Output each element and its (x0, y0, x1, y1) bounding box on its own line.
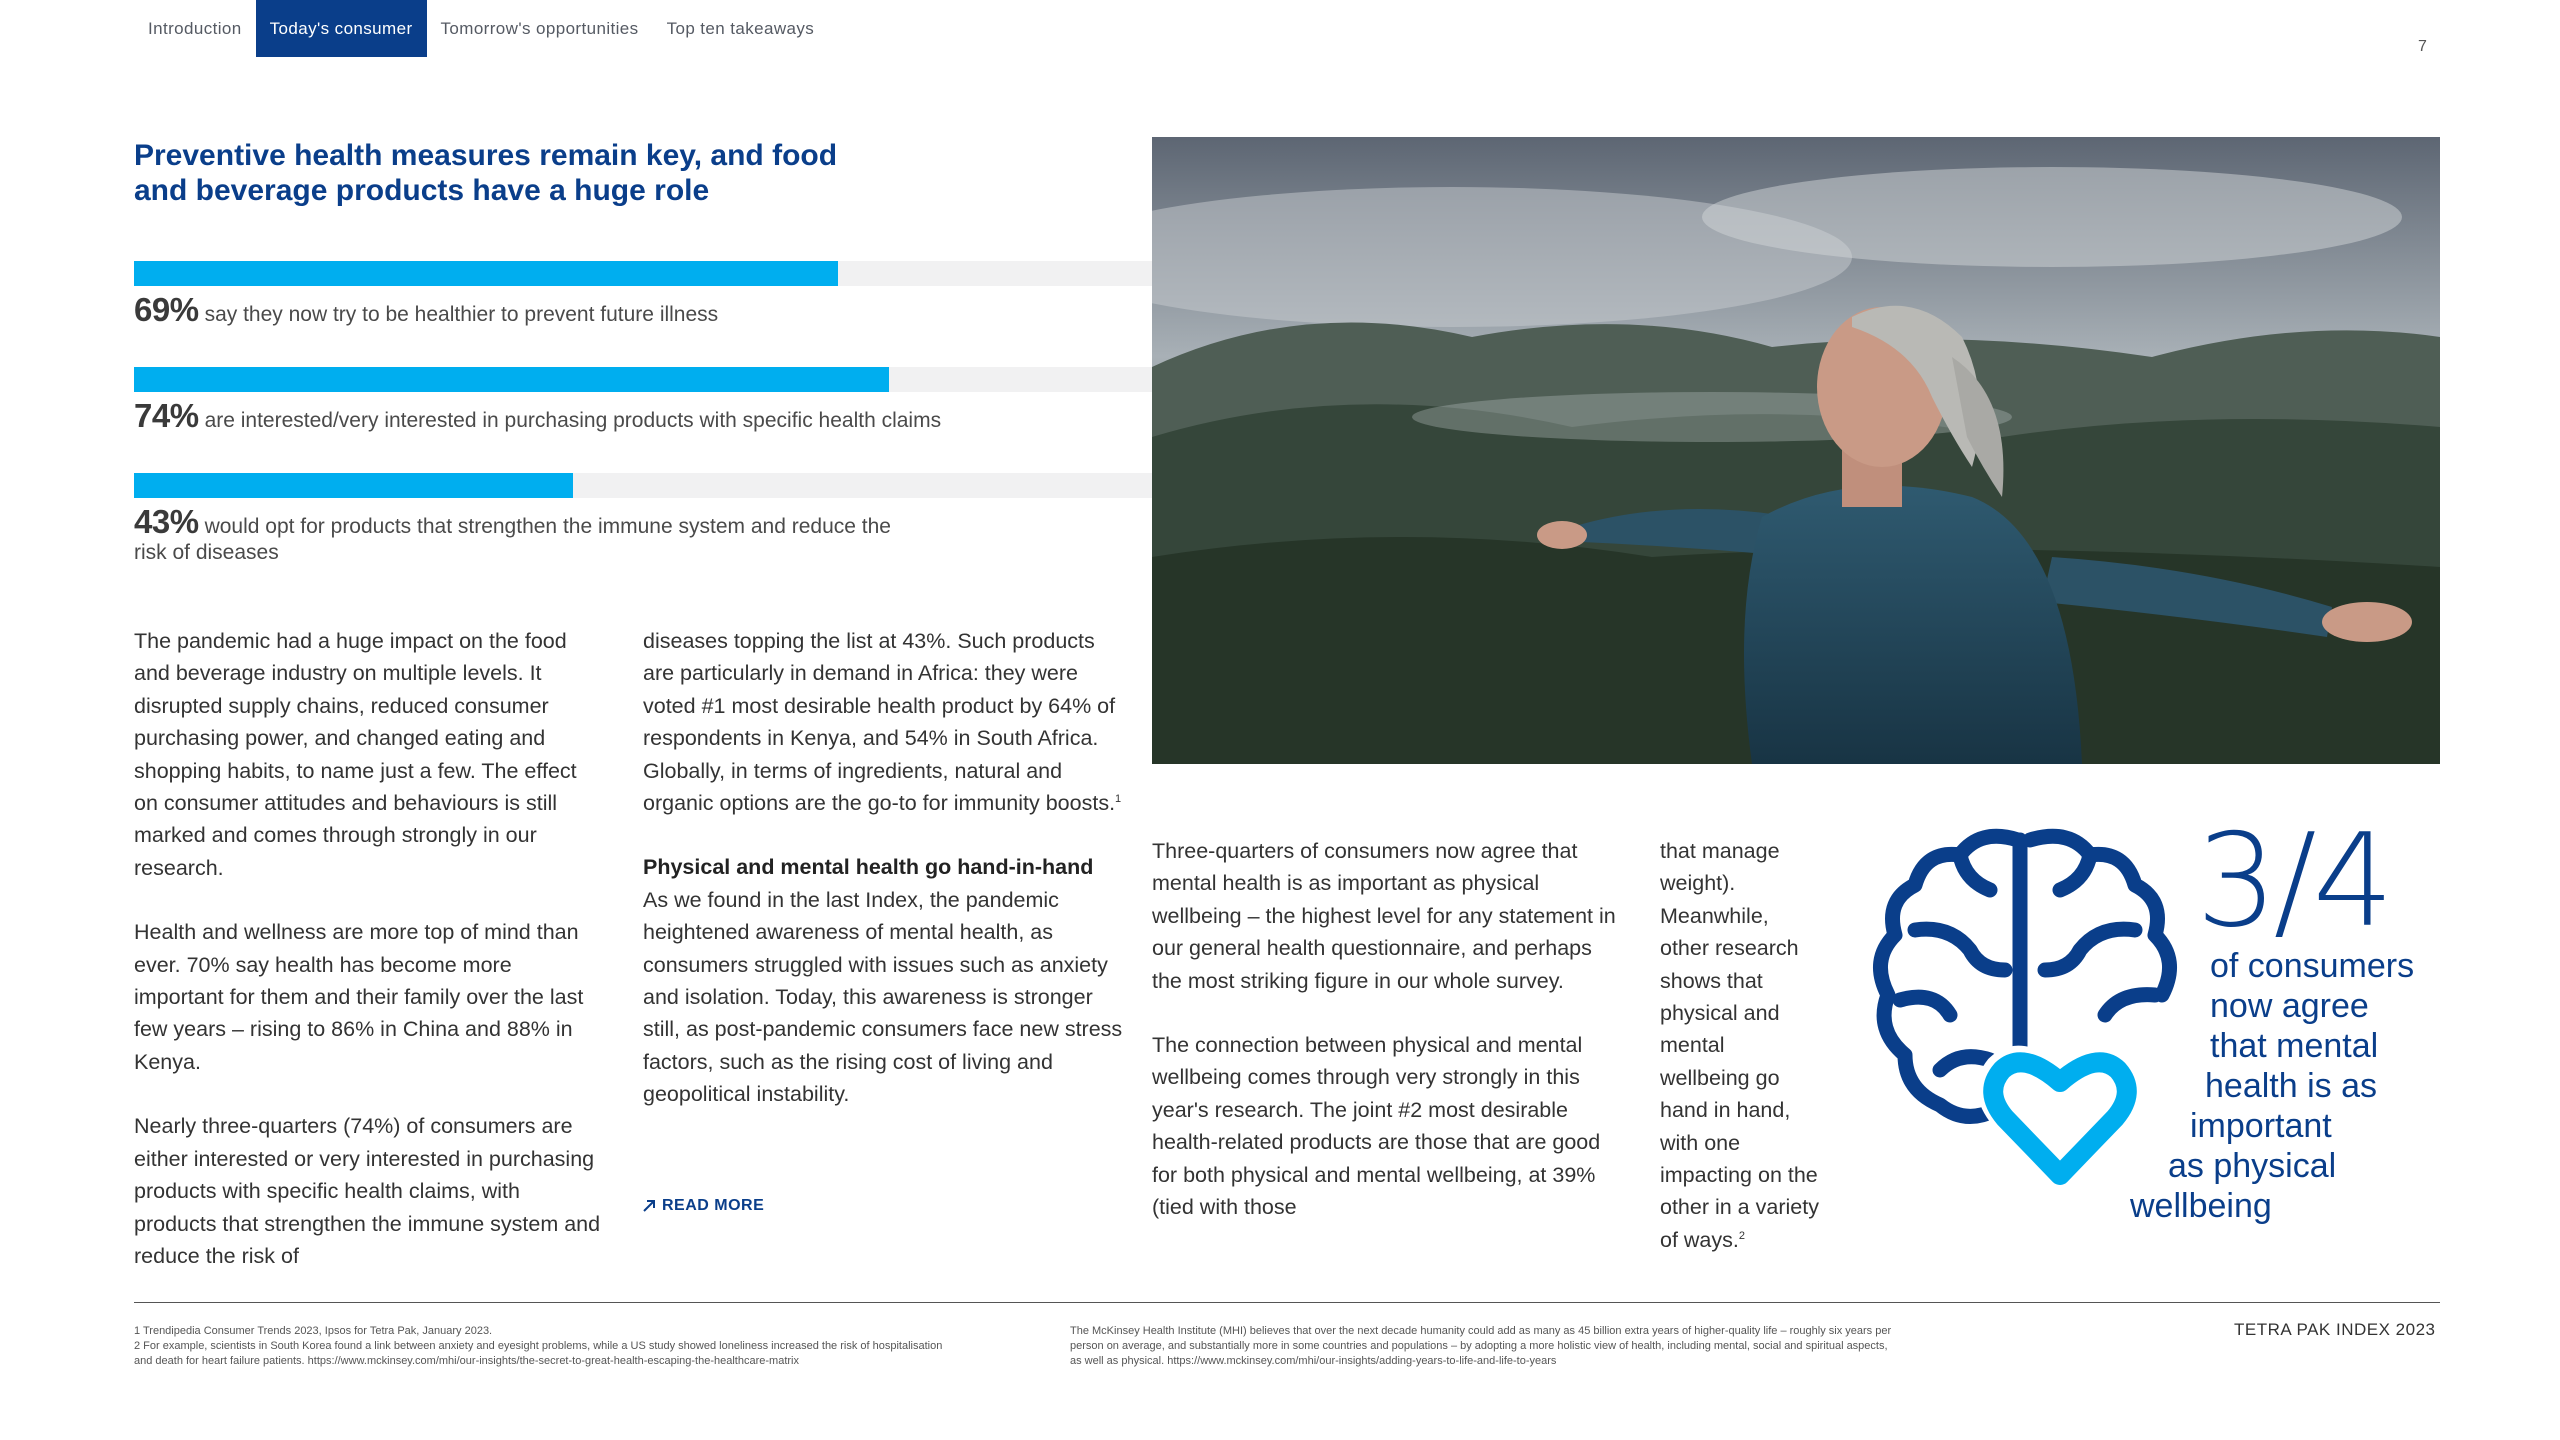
column4-line: that manage (1660, 839, 1780, 863)
callout-line: health is as (2205, 1067, 2377, 1105)
callout-line: as physical (2168, 1147, 2337, 1185)
page-number: 7 (2418, 38, 2427, 55)
footnote-line: The McKinsey Health Institute (MHI) believes that over the next decade humanity could add as many as 45 billion extra years of higher-quality life – roughly six years per (1070, 1325, 1892, 1337)
callout-line: wellbeing (2130, 1187, 2272, 1225)
column2-paragraph-1-text: diseases topping the list at 43%. Such products are particularly in demand in Africa: they were voted #1 most desirable health product by 64% of respondents in Kenya, and 54% in South Africa. Globally, in terms of ingredients, natural and organic options are the go-to for immunity boosts. (643, 629, 1116, 816)
column1-paragraph-3: Nearly three-quarters (74%) of consumers are either interested or very interested in purchasing products with specific health claims, with products that strengthen the immune system and reduce the risk of (134, 1114, 601, 1268)
footnote-line: person on average, and substantially more in some countries and populations – by adopting a more holistic view of health, including mental, social and spiritual aspects, (1070, 1340, 1888, 1352)
callout-line: of consumers (2210, 947, 2415, 985)
stat-1-label: say they now try to be healthier to prevent future illness (204, 303, 719, 326)
column4-line: mental (1660, 1033, 1725, 1058)
column4-line: other research (1660, 936, 1799, 961)
stat-bar-1 (134, 261, 1154, 286)
brand-footer: TETRA PAK INDEX 2023 (2234, 1320, 2436, 1339)
stat-3-value: 43% (134, 503, 199, 540)
footnote-ref-2[interactable]: 2 (1738, 1229, 1745, 1242)
body-column-3 (1152, 835, 1622, 1255)
stat-3-label: would opt for products that strengthen the immune system and reduce the risk of diseases (134, 515, 891, 564)
tab-todays-consumer[interactable]: Today's consumer (256, 0, 427, 57)
column3-paragraph-2: The connection between physical and mental wellbeing comes through very strongly in this year's research. The joint #2 most desirable health-related products are those that are good for both physical and mental wellbeing, at 39% (tied with those (1152, 1033, 1601, 1220)
stat-bar-fill-1 (134, 261, 838, 286)
body-column-1 (134, 625, 604, 1304)
read-more-label: READ MORE (662, 1197, 765, 1214)
column4-line: physical and (1660, 1001, 1780, 1026)
column4-line: impacting on the (1660, 1163, 1818, 1188)
column4-line (1660, 1224, 1860, 1256)
section-heading: Preventive health measures remain key, and food and beverage products have a huge role (134, 139, 838, 207)
footnote-ref-1[interactable]: 1 (1115, 792, 1122, 805)
column1-paragraph-2: Health and wellness are more top of mind than ever. 70% say health has become more important for them and their family over the last few years – rising to 86% in China and 88% in Kenya. (134, 920, 584, 1074)
callout-line: now agree (2210, 987, 2369, 1025)
stat-bar-3 (134, 473, 1154, 498)
footnote-line: and death for heart failure patients. https://www.mckinsey.com/mhi/our-insights/the-secret-to-great-health-escaping-the-healthcare-matrix (134, 1355, 799, 1367)
column1-paragraph-1: The pandemic had a huge impact on the food and beverage industry on multiple levels. It disrupted supply chains, reduced consumer purchasing power, and changed eating and shopping habits, to name just a few. The effect on consumer attitudes and behaviours is still marked and comes through strongly in our research. (134, 629, 577, 880)
stat-1 (134, 291, 1014, 328)
callout-line: that mental (2210, 1027, 2379, 1065)
footnotes-right (1070, 1324, 2170, 1369)
hero-photo (1152, 137, 2440, 764)
tab-tomorrows-opportunities[interactable]: Tomorrow's opportunities (440, 18, 639, 38)
footer-divider (134, 1302, 2440, 1303)
footnote-line: 1 Trendipedia Consumer Trends 2023, Ipsos for Tetra Pak, January 2023. (134, 1325, 493, 1337)
column2-subheading: Physical and mental health go hand-in-hand (643, 855, 1094, 880)
column4-line: with one (1660, 1130, 1741, 1155)
tab-top-ten-takeaways[interactable]: Top ten takeaways (666, 18, 815, 38)
woman-outdoors-image (1152, 137, 2440, 764)
column2-paragraph-2: As we found in the last Index, the pandemic heightened awareness of mental health, as consumers struggled with issues such as anxiety and isolation. Today, this awareness is stronger still, as post-pandemic consumers face new stress factors, such as the rising cost of living and geopolitical instability. (643, 887, 1123, 1107)
tab-introduction[interactable]: Introduction (148, 18, 242, 38)
column4-line: Meanwhile, (1660, 903, 1769, 928)
section-nav (134, 0, 828, 57)
stat-2 (134, 397, 1014, 434)
body-column-2 (643, 625, 1123, 1143)
callout-caption (2110, 946, 2440, 1226)
stat-1-value: 69% (134, 291, 199, 328)
stat-bar-fill-3 (134, 473, 573, 498)
arrow-up-right-icon (642, 1199, 656, 1213)
body-column-4 (1660, 835, 1860, 1256)
stat-bar-2 (134, 367, 1154, 392)
stat-2-label: are interested/very interested in purchasing products with specific health claims (204, 409, 942, 432)
callout-figure: 3/4 (2196, 807, 2390, 956)
column4-line: other in a variety (1660, 1195, 1819, 1220)
column4-line: wellbeing go (1660, 1065, 1780, 1090)
stat-bar-fill-2 (134, 367, 889, 392)
read-more-link[interactable] (642, 1197, 764, 1215)
footnote-line: 2 For example, scientists in South Korea found a link between anxiety and eyesight problems, while a US study showed loneliness increased the risk of hospitalisation (134, 1340, 943, 1352)
column4-last-text: of ways. (1660, 1227, 1739, 1252)
column4-line: weight). (1660, 871, 1736, 896)
column4-line: shows that (1660, 968, 1763, 993)
column3-paragraph-1: Three-quarters of consumers now agree that mental health is as important as physical wellbeing – the highest level for any statement in our general health questionnaire, and perhaps the most striking figure in our whole survey. (1152, 839, 1616, 993)
stat-3 (134, 503, 894, 566)
stat-2-value: 74% (134, 397, 199, 434)
column4-line: hand in hand, (1660, 1098, 1791, 1123)
footnote-line: as well as physical. https://www.mckinsey.com/mhi/our-insights/adding-years-to-life-and-life-to-years (1070, 1355, 1557, 1367)
footnotes-left (134, 1324, 1094, 1369)
callout-line: important (2190, 1107, 2332, 1145)
column2-paragraph-1 (643, 625, 1123, 819)
